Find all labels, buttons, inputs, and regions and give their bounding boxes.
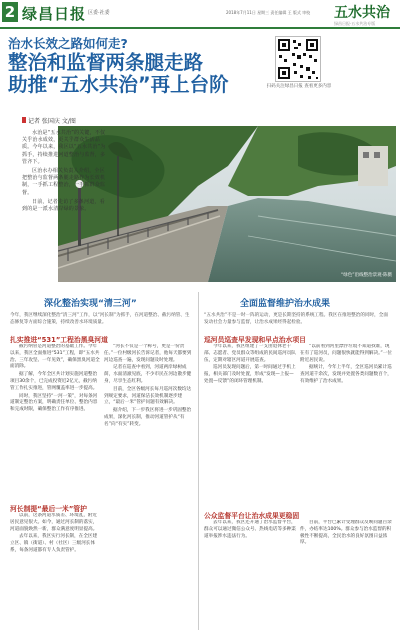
section-intro-right: “五水共治”不是一时一阵的运动，更是长期坚持的系统工程。我区在推进整治的同时，全面发动社会力量参与监督，让治水成果经得起检验。 [204, 313, 388, 325]
section-title: 五水共治 [334, 5, 390, 21]
body-column-left-b [10, 513, 100, 631]
body-paragraph: 今年以来，我区组建了一支由退休老干部、志愿者、党员群众等组成的民间巡河员队伍，定期对辖区河道开展巡查。 [204, 344, 296, 363]
masthead [0, 0, 400, 28]
photo-caption: “绿色”沿线整治景观·陈摄 [340, 273, 392, 278]
body-column-right-a [204, 344, 296, 494]
body-paragraph: 以前，这条河道水质差、环境乱，附近居民意见很大。如今，通过河长制的落实，河道面貌焕然一新，群众满意度明显提高。 [10, 513, 98, 532]
section-subtitle: 绿昌日报·五水共治专版 [334, 21, 376, 26]
lead-paragraph: 水治是“五水共治”的关键，不仅关乎治水成效，更关乎群众生活品质。今年以来，我区以“五水共治”为抓手，持续推进河道整治与监督，多管齐下。 [22, 130, 106, 165]
body-paragraph: 据统计，今年上半年，全区巡河员累计巡查河道千余次，发现并处置各类问题数百个，有效维护了治水成果。 [300, 365, 392, 384]
body-column-left-a [10, 344, 100, 499]
section-heading-right: 全面监督维护治水成果 [240, 299, 331, 309]
body-paragraph: 目前，平台已累计受理群众反映问题百余件，办结率达100%。群众参与治水监督的积极性不断提高，全民治水的良好氛围日益浓厚。 [300, 520, 392, 546]
edition-label: 区委·社委 [88, 10, 110, 16]
headline-line-1: 整治和监督两条腿走路 [8, 51, 204, 74]
section-heading-left: 深化整治实现“清三河” [44, 299, 137, 309]
masthead-rule [0, 27, 400, 29]
body-paragraph: 去年以来，我区还开通了治水监督平台，群众可以通过微信公众号、热线电话等多种渠道举报涉水违法行为。 [204, 520, 296, 539]
body-paragraph: 据介绍，下一步我区将进一步巩固整治成果，深化河长制，推动河道管护从“有名”向“有实”转变。 [104, 408, 192, 427]
date-line: 2018年7月11日 星期三 责任编辑 王 版式 审校 [226, 10, 311, 15]
subheading-531: 扎实推进“531”工程治黑臭河道 [10, 336, 108, 344]
byline: 记者 张国庆 文/图 [28, 118, 76, 125]
body-column-right-c [204, 520, 296, 630]
body-paragraph: “以前看到河里漂浮垃圾不知道找谁，现在有了巡河员，问题很快就能得到解决。”一位附近居民说。 [300, 344, 392, 363]
body-paragraph: 记者在巡查中看到，河道两岸绿树成荫，水面清澈见底，不少市民在河边散步健身，尽享生态红利。 [104, 365, 192, 384]
qr-caption: 扫码关注绿昌日报 查看更多内容 [266, 84, 332, 89]
river-photo [58, 126, 396, 282]
body-column-left-c [104, 344, 194, 631]
body-paragraph: 同时，我区坚持“一河一策”，对每条河道制定整治方案，明确责任单位、整治内容和完成时限，确保整治工作有序推进。 [10, 393, 98, 413]
lead-column [22, 130, 108, 215]
lead-paragraph: 日前，记者走访了多条河道，看到的是一派水清岸绿的景象。 [22, 198, 105, 213]
column-divider [198, 292, 199, 630]
article-kicker: 治水长效之路如何走? [8, 36, 128, 51]
body-paragraph: 去年以来，我区实行河长制，在全区建立区、镇（街道）、村（社区）三级河长体系，每条河道都有专人负责管护。 [10, 534, 98, 553]
paper-name: 绿昌日报 [22, 5, 87, 23]
body-paragraph: 据了解，今年全区共计划实施河道整治项目30余个，已完成投资近2亿元，截污纳管工作扎实推进，管网覆盖率进一步提高。 [10, 372, 98, 391]
lead-paragraph: 区治水办相关负责人介绍，全区把整治与监督两条腿走路作为长效机制，一手抓工程整治，一手抓群众监督。 [22, 168, 106, 196]
qr-code-icon [276, 37, 320, 81]
subheading-river-chief: 河长制提“最后一米”管护 [10, 505, 87, 513]
body-column-right-d [300, 520, 392, 630]
article-headline [8, 52, 229, 96]
section-intro-left: 今年，我区继续深化整治“清三河”工作，以“河长制”为抓手，在河道整治、截污纳管、生态修复等方面综合施策，持续改善水环境质量。 [10, 313, 190, 325]
body-paragraph: “河长不仅是一个称号，更是一份责任。”一位村级河长告诉记者，他每天都要到河边巡查一遍，发现问题及时处理。 [104, 344, 192, 363]
subheading-patrol: 巡河员巡查早发现和早点治水项目 [204, 336, 306, 344]
body-paragraph: 截污纳管是河道整治的基础工作。今年以来，我区全面推进“531”工程，即“五水共治、三年攻坚、一年见效”，确保黑臭河道全面消除。 [10, 344, 100, 370]
headline-line-2: 助推“五水共治”再上台阶 [8, 73, 229, 96]
qr-code[interactable] [275, 36, 321, 82]
body-paragraph: 目前，全区各级河长每月巡河次数均达到规定要求，河道保洁长效机制逐步建立，“最后一米”管护问题有效解决。 [104, 386, 192, 406]
subheading-public-supervision: 公众监督平台让治水成果更稳固 [204, 512, 300, 520]
body-column-right-b [300, 344, 392, 494]
body-paragraph: 巡河员发现问题后，第一时间通过手机上报，相关部门及时处置，形成“发现—上报—处置—反馈”的闭环管理机制。 [204, 365, 296, 384]
byline-marker [22, 117, 26, 123]
page-number: 2 [2, 2, 18, 22]
